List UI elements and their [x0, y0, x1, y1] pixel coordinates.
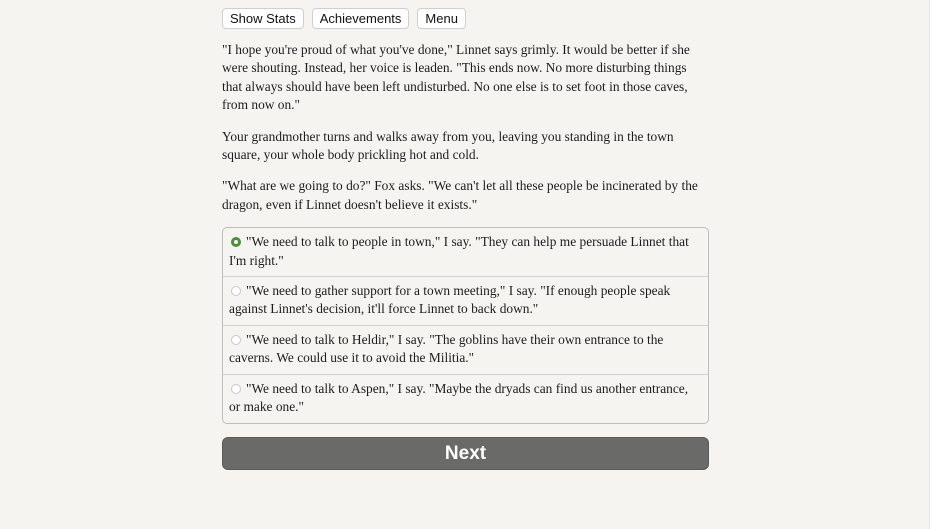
story-paragraph: "I hope you're proud of what you've done," Linnet says grimly. It would be better if she were shouting. Instead, her voice is leaden. "This ends now. No more disturbing things that always should have been left undisturbed. No one else is to set foot in those caves, from now on." [222, 42, 690, 113]
choice-option-2[interactable] [223, 276, 708, 325]
achievements-button[interactable]: Achievements [312, 8, 410, 29]
story-text [222, 41, 709, 214]
choice-option-3[interactable] [223, 325, 708, 374]
show-stats-button[interactable]: Show Stats [222, 8, 304, 29]
game-container [222, 8, 709, 470]
radio-icon[interactable] [231, 335, 241, 345]
menu-button[interactable]: Menu [417, 8, 466, 29]
choice-label: "We need to talk to Heldir," I say. "The goblins have their own entrance to the caverns. We could use it to avoid the Militia." [229, 331, 664, 366]
next-button[interactable]: Next [222, 437, 709, 470]
choice-label: "We need to gather support for a town meeting," I say. "If enough people speak against Linnet's decision, it'll force Linnet to back down." [229, 283, 671, 317]
choice-label: "We need to talk to people in town," I say. "They can help me persuade Linnet that I'm right." [229, 234, 689, 268]
radio-icon[interactable] [231, 286, 241, 296]
story-paragraph: "What are we going to do?" Fox asks. "We can't let all these people be incinerated by the dragon, even if Linnet doesn't believe it exists." [222, 178, 698, 212]
choice-option-4[interactable] [223, 374, 708, 423]
radio-icon[interactable] [231, 384, 241, 394]
page-scrollbar[interactable] [929, 0, 940, 529]
choice-option-1[interactable] [223, 228, 708, 276]
top-button-bar [222, 8, 709, 29]
radio-selected-icon[interactable] [231, 237, 241, 247]
choice-label: "We need to talk to Aspen," I say. "Maybe the dryads can find us another entrance, or make one." [229, 380, 689, 415]
choice-list [222, 227, 709, 423]
story-paragraph: Your grandmother turns and walks away from you, leaving you standing in the town square, your whole body prickling hot and cold. [222, 128, 674, 163]
